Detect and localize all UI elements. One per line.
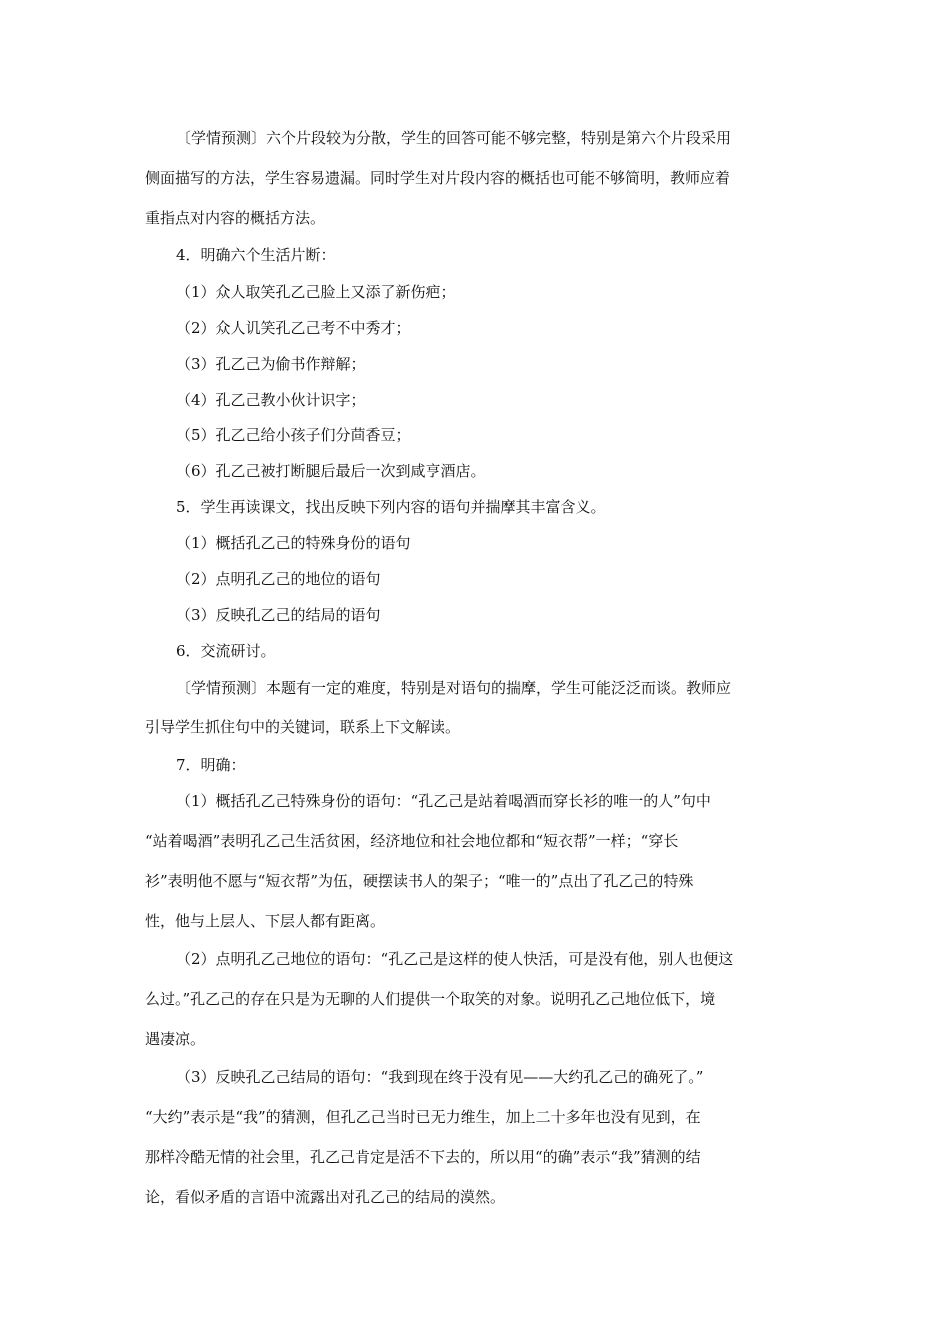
text-line: 衫”表明他不愿与“短衣帮”为伍，硬摆读书人的架子；“唯一的”点出了孔乙己的特殊: [145, 872, 694, 890]
text-line: （1）概括孔乙己的特殊身份的语句: [176, 534, 411, 552]
text-line: 6．交流研讨。: [176, 642, 276, 660]
text-line: 7．明确：: [176, 756, 246, 774]
text-line: 引导学生抓住句中的关键词，联系上下文解读。: [145, 718, 461, 736]
text-line: 侧面描写的方法，学生容易遗漏。同时学生对片段内容的概括也可能不够简明，教师应着: [145, 169, 731, 187]
text-line: 〔学情预测〕本题有一定的难度，特别是对语句的揣摩，学生可能泛泛而谈。教师应: [176, 679, 732, 697]
text-line: 那样冷酷无情的社会里，孔乙己肯定是活不下去的，所以用“的确”表示“我”猜测的结: [145, 1148, 701, 1166]
text-line: （3）反映孔乙己结局的语句：“我到现在终于没有见——大约孔乙己的确死了。”: [176, 1068, 704, 1086]
text-line: 性，他与上层人、下层人都有距离。: [145, 912, 386, 930]
text-line: （4）孔乙己教小伙计识字；: [176, 391, 366, 409]
text-line: 论，看似矛盾的言语中流露出对孔乙己的结局的漠然。: [145, 1188, 506, 1206]
text-line: “站着喝酒”表明孔乙己生活贫困，经济地位和社会地位都和“短衣帮”一样；“穿长: [145, 832, 679, 850]
text-line: （2）点明孔乙己的地位的语句: [176, 570, 381, 588]
text-line: （1）概括孔乙己特殊身份的语句：“孔乙己是站着喝酒而穿长衫的唯一的人”句中: [176, 792, 711, 810]
text-line: （5）孔乙己给小孩子们分茴香豆；: [176, 426, 411, 444]
text-line: （1）众人取笑孔乙己脸上又添了新伤疤；: [176, 283, 456, 301]
text-line: 5．学生再读课文，找出反映下列内容的语句并揣摩其丰富含义。: [176, 498, 606, 516]
text-line: （3）孔乙己为偷书作辩解；: [176, 355, 366, 373]
text-line: （2）点明孔乙己地位的语句：“孔乙己是这样的使人快活，可是没有他，别人也便这: [176, 950, 734, 968]
text-line: （3）反映孔乙己的结局的语句: [176, 606, 381, 624]
text-line: 遇凄凉。: [145, 1030, 206, 1048]
text-line: （6）孔乙己被打断腿后最后一次到咸亨酒店。: [176, 462, 486, 480]
text-line: 重指点对内容的概括方法。: [145, 209, 326, 227]
text-line: 么过。”孔乙己的存在只是为无聊的人们提供一个取笑的对象。说明孔乙己地位低下，境: [145, 990, 716, 1008]
text-line: 4．明确六个生活片断：: [176, 246, 336, 264]
text-line: “大约”表示是“我”的猜测，但孔乙己当时已无力维生，加上二十多年也没有见到，在: [145, 1108, 701, 1126]
text-line: 〔学情预测〕六个片段较为分散，学生的回答可能不够完整，特别是第六个片段采用: [176, 129, 732, 147]
text-line: （2）众人讥笑孔乙己考不中秀才；: [176, 319, 411, 337]
